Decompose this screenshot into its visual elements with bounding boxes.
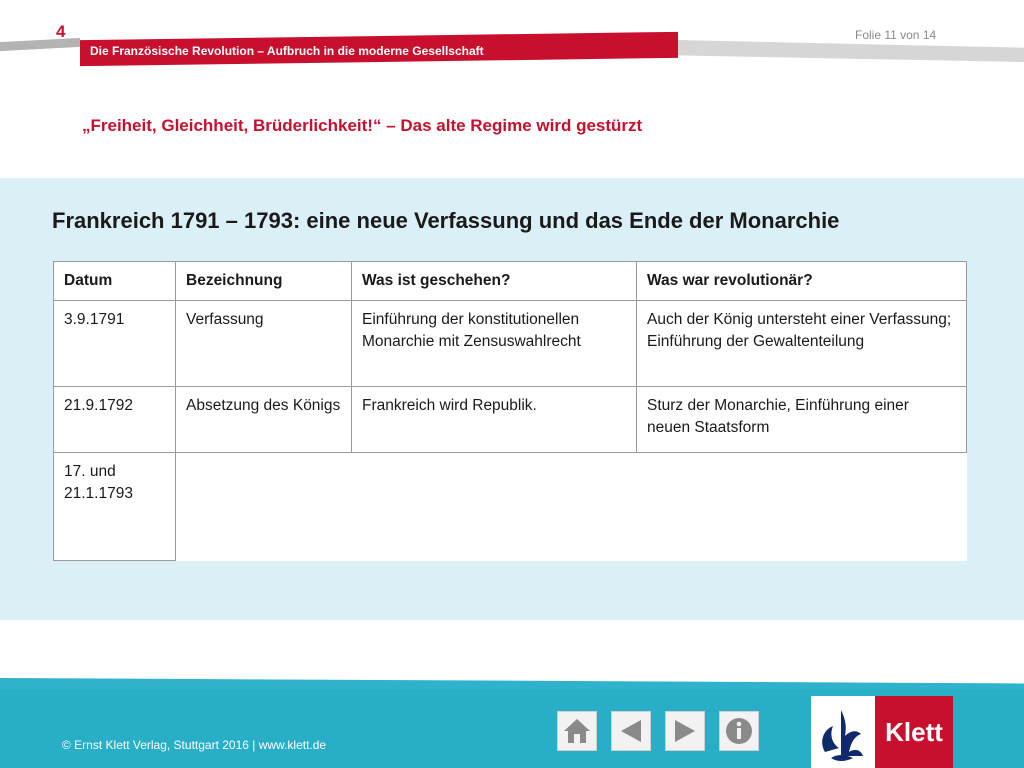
- table-row: [54, 301, 967, 387]
- home-icon: [562, 717, 592, 745]
- table-row: [54, 453, 967, 561]
- info-icon: [724, 716, 754, 746]
- table-cell: Sturz der Monarchie, Einführung einer neuen Staatsform: [637, 387, 967, 453]
- slide-counter: Folie 11 von 14: [855, 28, 937, 42]
- info-button[interactable]: [719, 711, 759, 751]
- table-cell: Frankreich wird Republik.: [352, 387, 637, 453]
- arrow-left-icon: [617, 717, 645, 745]
- arrow-right-icon: [671, 717, 699, 745]
- table-cell: 17. und 21.1.1793: [54, 453, 176, 561]
- table-cell-empty: [176, 453, 352, 561]
- table-cell: Auch der König untersteht einer Verfassung; Einführung der Gewaltenteilung: [637, 301, 967, 387]
- table-cell: 3.9.1791: [54, 301, 176, 387]
- table-row: [54, 387, 967, 453]
- header-gray-stripe-right: [678, 40, 1024, 62]
- slide-title: Frankreich 1791 – 1793: eine neue Verfassung und das Ende der Monarchie: [52, 208, 840, 233]
- copyright-text: © Ernst Klett Verlag, Stuttgart 2016 | www.klett.de: [62, 738, 327, 752]
- table-header-row: [54, 262, 967, 301]
- klett-logo: [811, 696, 953, 768]
- table-header-cell: Was ist geschehen?: [352, 262, 637, 301]
- next-slide-button[interactable]: [665, 711, 705, 751]
- home-button[interactable]: [557, 711, 597, 751]
- table-cell: Einführung der konstitutionellen Monarchie mit Zensuswahlrecht: [352, 301, 637, 387]
- chapter-number: 4: [56, 22, 66, 41]
- table-cell: 21.9.1792: [54, 387, 176, 453]
- slide-subtitle: „Freiheit, Gleichheit, Brüderlichkeit!“ – Das alte Regime wird gestürzt: [82, 116, 643, 135]
- logo-wordmark: Klett: [885, 716, 943, 747]
- table-header-cell: Datum: [54, 262, 176, 301]
- table-header-cell: Was war revolutionär?: [637, 262, 967, 301]
- table-cell: Verfassung: [176, 301, 352, 387]
- header-gray-stripe-left: [0, 38, 80, 51]
- table-header-cell: Bezeichnung: [176, 262, 352, 301]
- klett-emblem-icon: [811, 696, 875, 768]
- table-cell-empty: [637, 453, 967, 561]
- logo-wordmark-area: [875, 696, 953, 768]
- previous-slide-button[interactable]: [611, 711, 651, 751]
- table-cell: Absetzung des Königs: [176, 387, 352, 453]
- events-table: [53, 261, 967, 561]
- logo-emblem-area: [811, 696, 875, 768]
- table-cell-empty: [352, 453, 637, 561]
- chapter-title: Die Französische Revolution – Aufbruch in die moderne Gesellschaft: [90, 44, 484, 58]
